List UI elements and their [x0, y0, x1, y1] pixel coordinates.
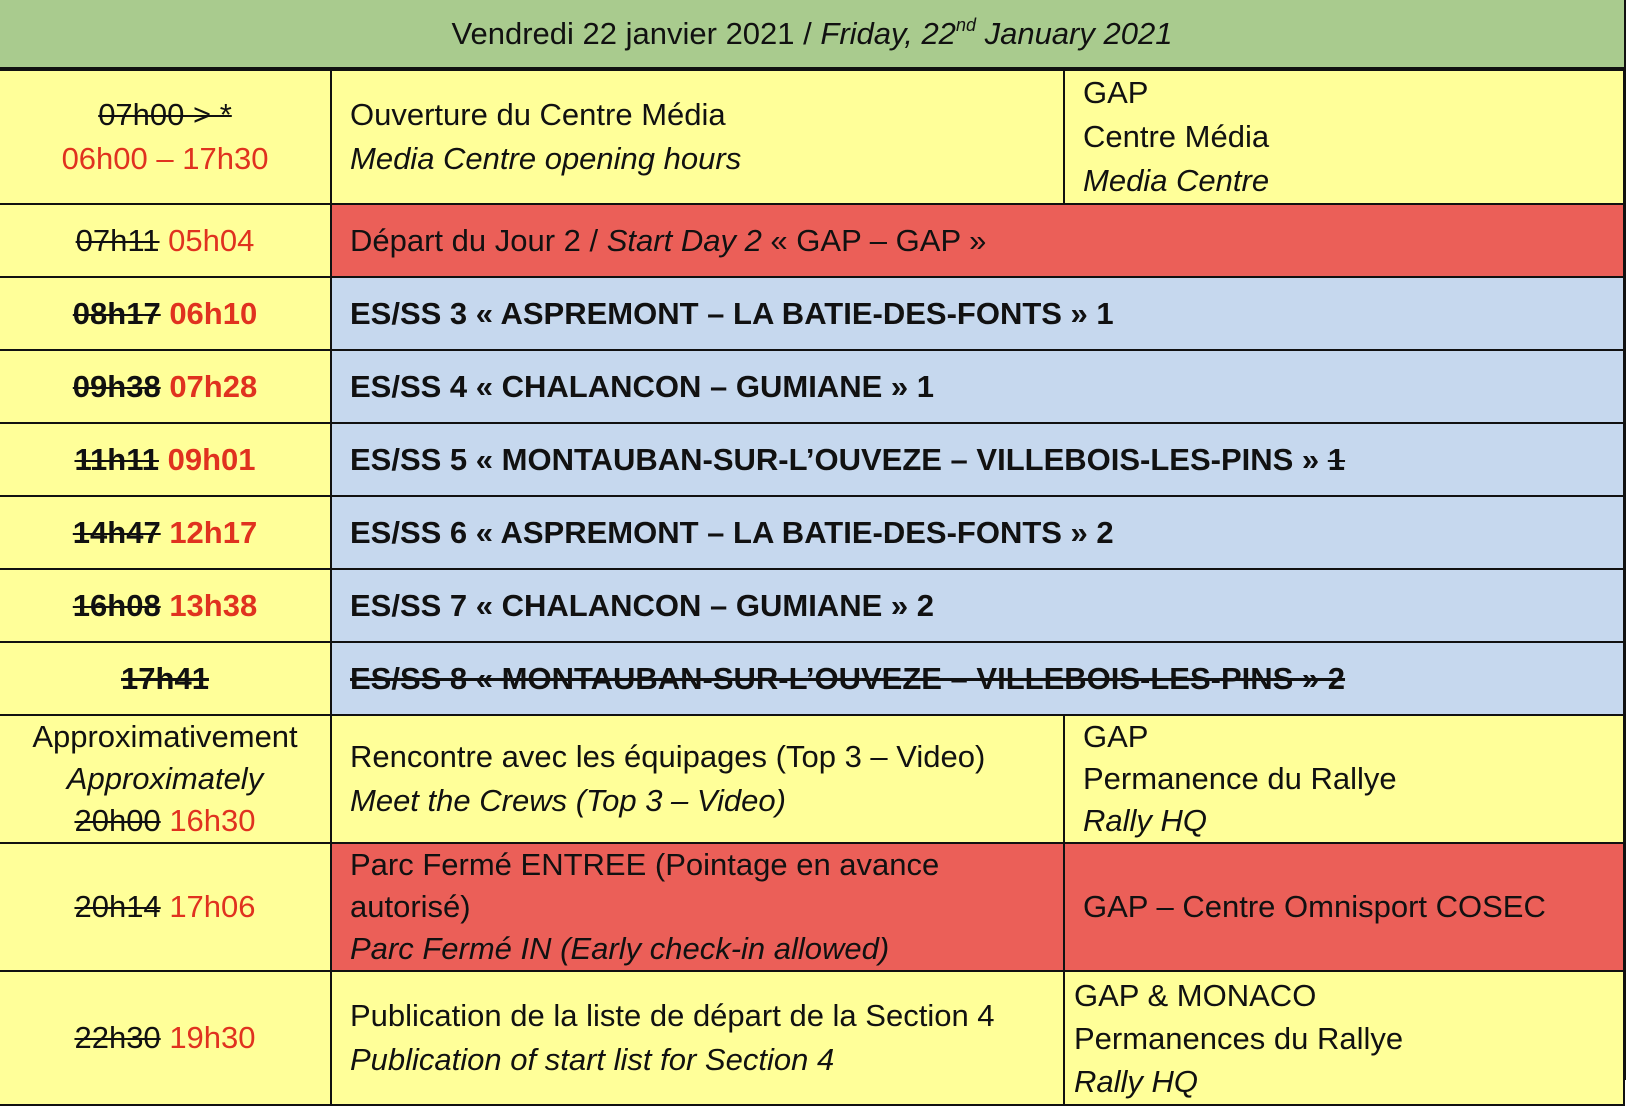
table-row	[0, 496, 1624, 569]
time-cell	[0, 70, 331, 204]
time-cell	[0, 350, 331, 423]
approx-en: Approximately	[66, 761, 264, 796]
table-row	[0, 642, 1624, 715]
header-english-date-a: Friday, 22	[820, 15, 956, 51]
stage-text: ES/SS 5 « MONTAUBAN-SUR-L’OUVEZE – VILLEBOIS-LES-PINS »	[350, 441, 1328, 477]
event-en: Start Day 2	[606, 222, 762, 258]
stage-cell: ES/SS 4 « CHALANCON – GUMIANE » 1	[331, 350, 1624, 423]
old-time: 16h08	[72, 587, 161, 623]
location-line-3: Rally HQ	[1083, 803, 1208, 838]
old-time: 14h47	[72, 514, 161, 550]
table-row	[0, 277, 1624, 350]
table-row	[0, 569, 1624, 642]
table-row	[0, 70, 1624, 204]
time-cell	[0, 971, 331, 1105]
old-time: 22h30	[74, 1020, 161, 1055]
old-time: 20h00	[74, 803, 161, 838]
stage-cell	[331, 423, 1624, 496]
event-fr: Rencontre avec les équipages (Top 3 – Video)	[350, 739, 986, 774]
event-fr: Départ du Jour 2 /	[350, 222, 607, 258]
header-english-date	[820, 16, 1172, 52]
old-time: 07h11	[75, 222, 160, 258]
stage-text: ES/SS 8 « MONTAUBAN-SUR-L’OUVEZE – VILLEBOIS-LES-PINS » 2	[350, 660, 1346, 696]
old-time: 11h11	[74, 441, 159, 477]
location-line-3: Media Centre	[1083, 163, 1270, 198]
table-row	[0, 350, 1624, 423]
old-time: 17h41	[121, 660, 209, 696]
time-cell	[0, 715, 331, 843]
event-cell	[331, 971, 1064, 1105]
table-right-border	[1624, 0, 1626, 1080]
day-header	[0, 0, 1624, 69]
new-time: 07h28	[169, 368, 258, 404]
time-cell	[0, 204, 331, 277]
new-time: 19h30	[169, 1020, 256, 1055]
event-cell	[331, 715, 1064, 843]
table-row	[0, 715, 1624, 843]
event-en: Meet the Crews (Top 3 – Video)	[350, 783, 786, 818]
stage-cell: ES/SS 7 « CHALANCON – GUMIANE » 2	[331, 569, 1624, 642]
new-time: 17h06	[169, 889, 256, 924]
event-en: Publication of start list for Section 4	[350, 1042, 835, 1077]
header-ordinal-suffix: nd	[955, 14, 976, 35]
event-cell	[331, 70, 1064, 204]
old-time: 07h00 > *	[98, 97, 232, 132]
old-time: 08h17	[72, 295, 161, 331]
schedule-table	[0, 69, 1625, 1106]
new-time: 09h01	[167, 441, 256, 477]
new-time: 12h17	[169, 514, 258, 550]
table-row	[0, 843, 1624, 971]
location-cell	[1064, 971, 1624, 1105]
new-time: 16h30	[169, 803, 256, 838]
time-cell	[0, 423, 331, 496]
approx-fr: Approximativement	[32, 719, 298, 754]
event-fr: Ouverture du Centre Média	[350, 97, 726, 132]
event-cell	[331, 843, 1064, 971]
location-line-1: GAP	[1083, 719, 1149, 754]
table-row	[0, 204, 1624, 277]
location-line-3: Rally HQ	[1074, 1064, 1199, 1099]
location-line-1: GAP	[1083, 75, 1149, 110]
table-row	[0, 423, 1624, 496]
location-line-2: Permanence du Rallye	[1083, 761, 1397, 796]
old-time: 20h14	[74, 889, 161, 924]
event-fr: Parc Fermé ENTREE (Pointage en avance autorisé)	[350, 847, 940, 924]
time-cell	[0, 496, 331, 569]
event-cell	[331, 204, 1624, 277]
stage-cell: ES/SS 3 « ASPREMONT – LA BATIE-DES-FONTS » 1	[331, 277, 1624, 350]
stage-struck-number: 1	[1327, 441, 1346, 477]
location-cell	[1064, 715, 1624, 843]
new-time: 05h04	[168, 222, 255, 258]
stage-cell-cancelled	[331, 642, 1624, 715]
header-english-date-b: January 2021	[975, 15, 1173, 51]
location-line-1: GAP & MONACO	[1074, 978, 1317, 1013]
event-en: Parc Fermé IN (Early check-in allowed)	[350, 931, 890, 966]
old-time: 09h38	[72, 368, 161, 404]
table-row	[0, 971, 1624, 1105]
time-cell	[0, 642, 331, 715]
time-cell	[0, 843, 331, 971]
event-en: Media Centre opening hours	[350, 141, 742, 176]
time-cell	[0, 277, 331, 350]
event-tail: « GAP – GAP »	[761, 222, 987, 258]
location-cell: GAP – Centre Omnisport COSEC	[1064, 843, 1624, 971]
location-cell	[1064, 70, 1624, 204]
header-french-date: Vendredi 22 janvier 2021 /	[451, 15, 812, 51]
new-time: 06h00 – 17h30	[61, 141, 269, 176]
new-time: 13h38	[169, 587, 258, 623]
time-cell	[0, 569, 331, 642]
event-fr: Publication de la liste de départ de la Section 4	[350, 998, 995, 1033]
stage-cell: ES/SS 6 « ASPREMONT – LA BATIE-DES-FONTS » 2	[331, 496, 1624, 569]
location-line-2: Centre Média	[1083, 119, 1270, 154]
new-time: 06h10	[169, 295, 258, 331]
location-line-2: Permanences du Rallye	[1074, 1021, 1404, 1056]
